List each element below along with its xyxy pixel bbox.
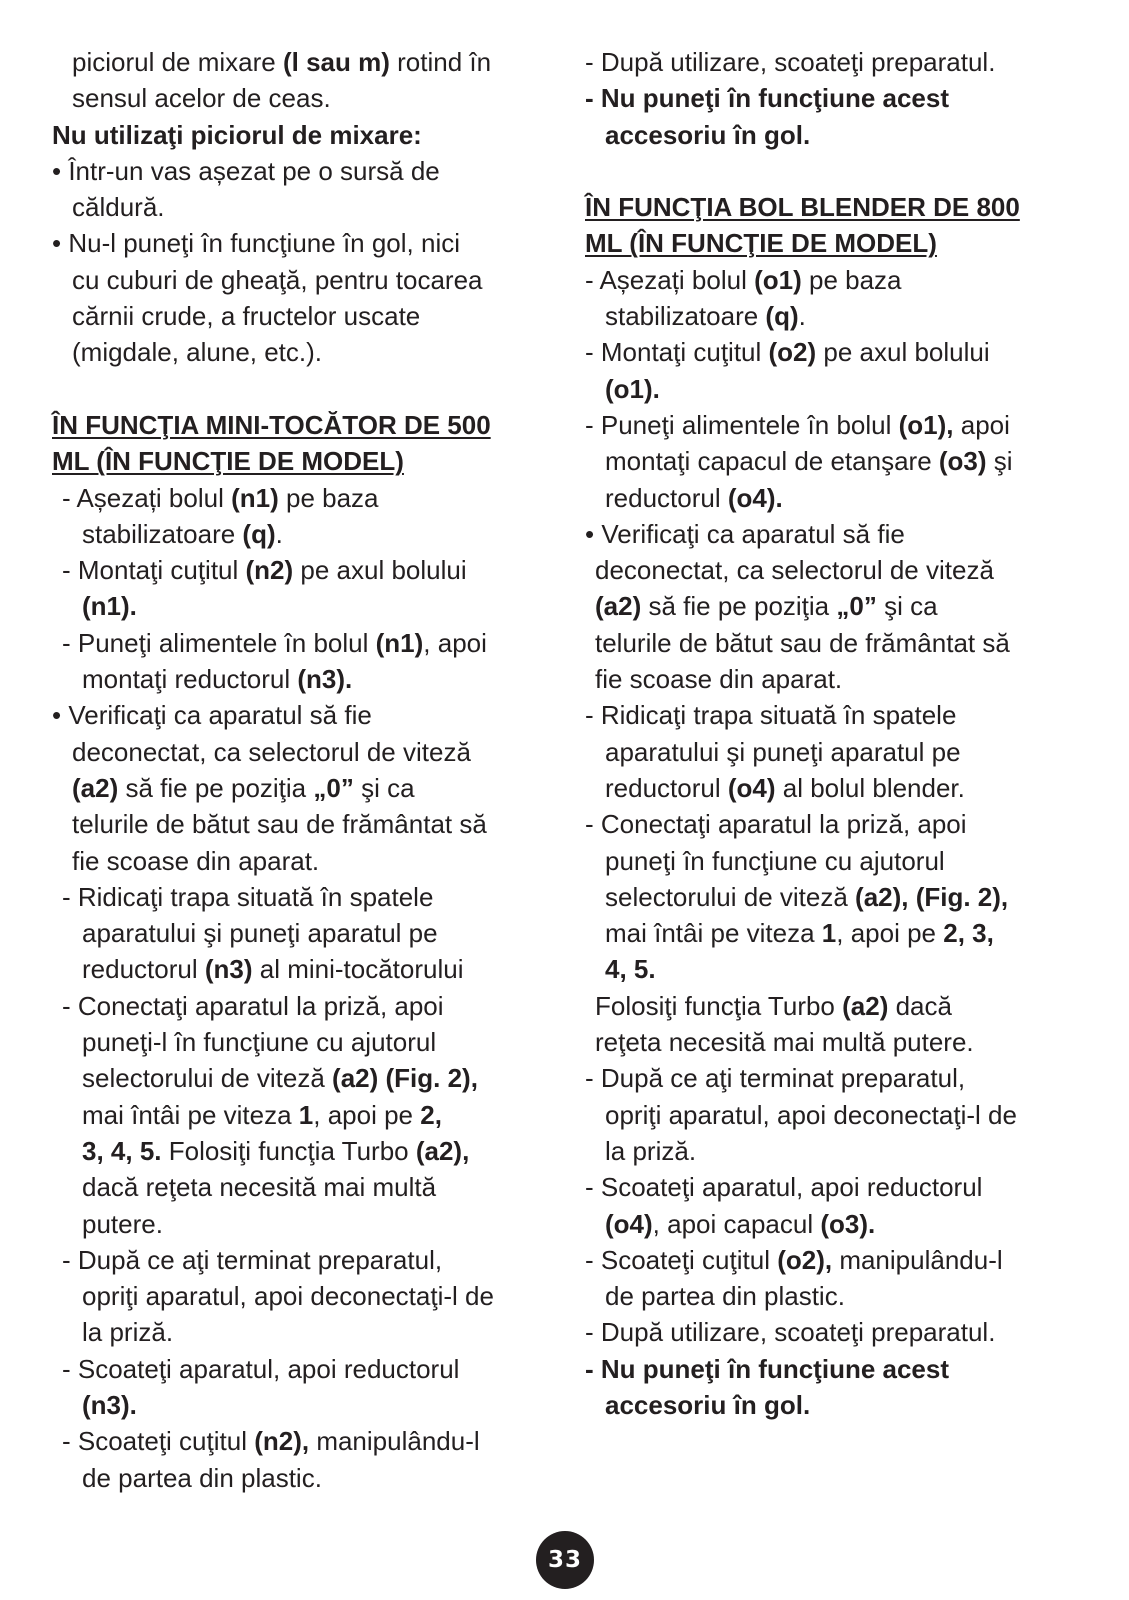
text-run: cărnii crude, a fructelor uscate [72, 301, 421, 332]
section-heading-line [52, 407, 557, 443]
text-run: căldură. [72, 192, 165, 223]
page-number-badge: 33 [536, 1531, 594, 1589]
section-heading-line [585, 189, 1085, 225]
text-line [52, 189, 557, 225]
text-line [52, 806, 557, 842]
section-heading-line [585, 225, 1085, 261]
text-run: • Verificaţi ca aparatul să fie [52, 700, 372, 731]
text-line [585, 1387, 1085, 1423]
text-line [585, 1097, 1085, 1133]
text-run: - Montaţi cuţitul [585, 337, 769, 368]
text-run: - După utilizare, scoateţi preparatul. [585, 1317, 996, 1348]
text-line [52, 588, 557, 624]
text-run: - Așezați bolul [62, 482, 232, 513]
text-run: - Puneţi alimentele în bolul [62, 627, 376, 658]
text-line [585, 1351, 1085, 1387]
text-run: rotind în [389, 47, 492, 77]
bold-text: ML (ÎN FUNCŢIE DE MODEL) [585, 228, 937, 259]
text-line [585, 80, 1085, 116]
text-run: aparatului şi puneţi aparatul pe [605, 736, 961, 767]
text-run: de partea din plastic. [605, 1281, 845, 1312]
text-run: puneţi în funcţiune cu ajutorul [605, 845, 945, 876]
text-run: reductorul [605, 772, 728, 803]
text-run: - Conectaţi aparatul la priză, apoi [62, 990, 444, 1021]
text-run: - Ridicaţi trapa situată în spatele [585, 700, 957, 731]
text-run: mai întâi pe viteza [82, 1099, 299, 1130]
text-line [52, 697, 557, 733]
text-line [585, 734, 1085, 770]
text-run: şi [986, 446, 1013, 477]
bold-text: - Nu puneţi în funcţiune acest [585, 1353, 950, 1384]
bold-text: (n2) [245, 555, 294, 586]
text-line [585, 951, 1085, 987]
text-line [52, 153, 557, 189]
text-run: - Scoateţi cuţitul [62, 1426, 255, 1457]
text-run: - După utilizare, scoateţi preparatul. [585, 47, 996, 77]
bold-text: (n1). [82, 591, 137, 622]
bold-text: (a2) (Fig. 2), [332, 1063, 478, 1094]
text-run: , apoi [423, 627, 487, 658]
text-run: opriţi aparatul, apoi deconectaţi-l de [82, 1281, 494, 1312]
text-line [52, 117, 557, 153]
text-line [52, 516, 557, 552]
text-line [585, 697, 1085, 733]
text-line [52, 1387, 557, 1423]
text-run: fie scoase din aparat. [595, 664, 843, 695]
text-line [52, 480, 557, 516]
text-line [585, 806, 1085, 842]
bold-text: (n3). [82, 1389, 137, 1420]
text-line [585, 334, 1085, 370]
text-run: - Ridicaţi trapa situată în spatele [62, 881, 434, 912]
text-run: Folosiţi funcţia Turbo [595, 990, 843, 1021]
text-run: manipulându-l [832, 1244, 1003, 1275]
text-line [585, 552, 1085, 588]
text-line [585, 407, 1085, 443]
paragraph-spacer [585, 153, 1085, 189]
text-line [52, 262, 557, 298]
text-run: la priză. [605, 1135, 697, 1166]
text-line [52, 879, 557, 915]
text-line [585, 371, 1085, 407]
text-run: - Conectaţi aparatul la priză, apoi [585, 809, 967, 840]
text-line [52, 44, 557, 80]
bold-text: (o4) [605, 1208, 653, 1239]
text-line [585, 843, 1085, 879]
text-line [585, 988, 1085, 1024]
bold-text: „0” [313, 772, 354, 803]
text-line [585, 879, 1085, 915]
bold-text: (a2) [72, 772, 119, 803]
bold-text: (o1) [754, 264, 802, 295]
text-run: mai întâi pe viteza [605, 918, 822, 949]
text-line [52, 770, 557, 806]
bold-text: ÎN FUNCŢIA BOL BLENDER DE 800 [585, 192, 1020, 223]
text-run: - Scoateţi aparatul, apoi reductorul [62, 1353, 460, 1384]
text-run: deconectat, ca selectorul de viteză [72, 736, 471, 767]
bold-text: (a2), [415, 1135, 470, 1166]
text-line [585, 625, 1085, 661]
bold-text: 2, 3, [943, 918, 994, 949]
bold-text: accesoriu în gol. [605, 1389, 811, 1420]
text-run: montaţi reductorul [82, 664, 298, 695]
bold-text: (a2), (Fig. 2), [855, 881, 1009, 912]
text-line [52, 1423, 557, 1459]
text-run: telurile de bătut sau de frământat să [72, 809, 487, 840]
text-line [585, 770, 1085, 806]
text-run: - Așezați bolul [585, 264, 755, 295]
text-line [52, 552, 557, 588]
bold-text: (n2), [254, 1426, 310, 1457]
text-line [52, 1060, 557, 1096]
bold-text: accesoriu în gol. [605, 119, 811, 150]
text-line [52, 988, 557, 1024]
text-line [52, 625, 557, 661]
text-run: • Verificaţi ca aparatul să fie [585, 518, 905, 549]
text-line [585, 480, 1085, 516]
text-run: la priză. [82, 1317, 174, 1348]
text-line [585, 262, 1085, 298]
text-line [585, 117, 1085, 153]
text-line [585, 661, 1085, 697]
bold-text: (a2) [595, 591, 642, 622]
text-line [52, 334, 557, 370]
text-run: • Într-un vas așezat pe o sursă de [52, 155, 440, 186]
text-run: - Scoateţi cuţitul [585, 1244, 778, 1275]
text-line [52, 298, 557, 334]
text-line [585, 915, 1085, 951]
text-line [52, 1097, 557, 1133]
text-run: , apoi capacul [652, 1208, 821, 1239]
text-run: pe axul bolului [293, 555, 467, 586]
text-line [52, 915, 557, 951]
bold-text: (n3). [297, 664, 353, 695]
text-line [585, 1206, 1085, 1242]
bold-text: (o4). [727, 482, 783, 513]
text-run: - Montaţi cuţitul [62, 555, 246, 586]
text-run: - După ce aţi terminat preparatul, [585, 1063, 966, 1094]
text-run: selectorului de viteză [605, 881, 856, 912]
text-line [585, 1169, 1085, 1205]
text-line [52, 1206, 557, 1242]
bold-text: (o4) [727, 772, 776, 803]
text-run: pe baza [278, 482, 379, 513]
text-run: - Scoateţi aparatul, apoi reductorul [585, 1172, 983, 1203]
text-run: fie scoase din aparat. [72, 845, 320, 876]
text-line [52, 1314, 557, 1350]
text-run: deconectat, ca selectorul de viteză [595, 555, 994, 586]
text-run: sensul acelor de ceas. [72, 83, 331, 114]
text-line [52, 1242, 557, 1278]
bold-text: „0” [836, 591, 877, 622]
text-line [52, 661, 557, 697]
bold-text: (q) [242, 518, 276, 549]
text-line [52, 1133, 557, 1169]
text-line [52, 80, 557, 116]
text-line [52, 951, 557, 987]
bold-text: (o2) [768, 337, 817, 368]
text-line [52, 1024, 557, 1060]
text-run: pe baza [801, 264, 902, 295]
bold-text: ML (ÎN FUNCŢIE DE MODEL) [52, 446, 404, 477]
text-run: putere. [82, 1208, 163, 1239]
text-line [585, 1024, 1085, 1060]
bold-text: (l sau m) [282, 47, 390, 77]
section-heading-line [52, 443, 557, 479]
text-line [585, 1060, 1085, 1096]
text-run: şi ca [876, 591, 938, 622]
bold-text: (n1) [375, 627, 424, 658]
text-run: , apoi pe [836, 918, 944, 949]
text-line [585, 1278, 1085, 1314]
bold-text: (o2), [777, 1244, 833, 1275]
text-line [585, 298, 1085, 334]
text-line [52, 1351, 557, 1387]
text-run: stabilizatoare [605, 301, 766, 332]
text-run: dacă [888, 990, 952, 1021]
text-run: telurile de bătut sau de frământat să [595, 627, 1010, 658]
text-run: apoi [953, 409, 1010, 440]
text-line [585, 44, 1085, 80]
text-line [52, 1278, 557, 1314]
text-run: puneţi-l în funcţiune cu ajutorul [82, 1027, 437, 1058]
text-run: manipulându-l [309, 1426, 480, 1457]
bold-text: Nu utilizaţi piciorul de mixare: [52, 119, 422, 150]
bold-text: - Nu puneţi în funcţiune acest [585, 83, 950, 114]
text-run: , apoi pe [313, 1099, 421, 1130]
text-line [585, 1133, 1085, 1169]
left-column [52, 44, 557, 1496]
bold-text: (n1) [231, 482, 279, 513]
text-run: - Puneţi alimentele în bolul [585, 409, 899, 440]
text-run: . [798, 301, 806, 332]
text-line [52, 1460, 557, 1496]
bold-text: (o1). [605, 373, 660, 404]
text-run: Folosiţi funcţia Turbo [161, 1135, 416, 1166]
text-run: dacă reţeta necesită mai multă [82, 1172, 437, 1203]
text-line [585, 443, 1085, 479]
text-run: al mini-tocătorului [252, 954, 464, 985]
text-line [585, 516, 1085, 552]
text-line [585, 588, 1085, 624]
text-line [52, 734, 557, 770]
text-run: stabilizatoare [82, 518, 243, 549]
text-run: al bolul blender. [775, 772, 965, 803]
bold-text: 4, 5. [605, 954, 656, 985]
text-run: pe axul bolului [816, 337, 990, 368]
text-run: piciorul de mixare [72, 47, 283, 77]
bold-text: (q) [765, 301, 799, 332]
bold-text: (a2) [842, 990, 889, 1021]
text-run: montaţi capacul de etanşare [605, 446, 939, 477]
bold-text: (o3). [820, 1208, 876, 1239]
text-run: şi ca [353, 772, 415, 803]
text-line [52, 225, 557, 261]
paragraph-spacer [52, 371, 557, 407]
bold-text: (o3) [938, 446, 987, 477]
text-line [585, 1314, 1085, 1350]
text-line [52, 1169, 557, 1205]
text-run: - După ce aţi terminat preparatul, [62, 1244, 443, 1275]
bold-text: 3, 4, 5. [82, 1135, 162, 1166]
text-run: de partea din plastic. [82, 1462, 322, 1493]
text-run: aparatului şi puneţi aparatul pe [82, 918, 438, 949]
text-run: reductorul [605, 482, 728, 513]
text-line [52, 843, 557, 879]
bold-text: 2, [420, 1099, 442, 1130]
text-run: • Nu-l puneţi în funcţiune în gol, nici [52, 228, 461, 259]
text-run: să fie pe poziţia [641, 591, 837, 622]
bold-text: 1 [298, 1099, 314, 1130]
text-run: cu cuburi de gheaţă, pentru tocarea [72, 264, 483, 295]
text-line [585, 1242, 1085, 1278]
text-run: reţeta necesită mai multă putere. [595, 1027, 974, 1058]
text-run: să fie pe poziţia [118, 772, 314, 803]
bold-text: ÎN FUNCŢIA MINI-TOCĂTOR DE 500 [52, 409, 491, 440]
text-run: . [275, 518, 283, 549]
bold-text: (n3) [204, 954, 253, 985]
bold-text: (o1), [898, 409, 954, 440]
text-run: selectorului de viteză [82, 1063, 333, 1094]
bold-text: 1 [821, 918, 837, 949]
right-column [585, 44, 1085, 1423]
text-run: opriţi aparatul, apoi deconectaţi-l de [605, 1099, 1017, 1130]
text-run: reductorul [82, 954, 205, 985]
text-run: (migdale, alune, etc.). [72, 337, 323, 368]
